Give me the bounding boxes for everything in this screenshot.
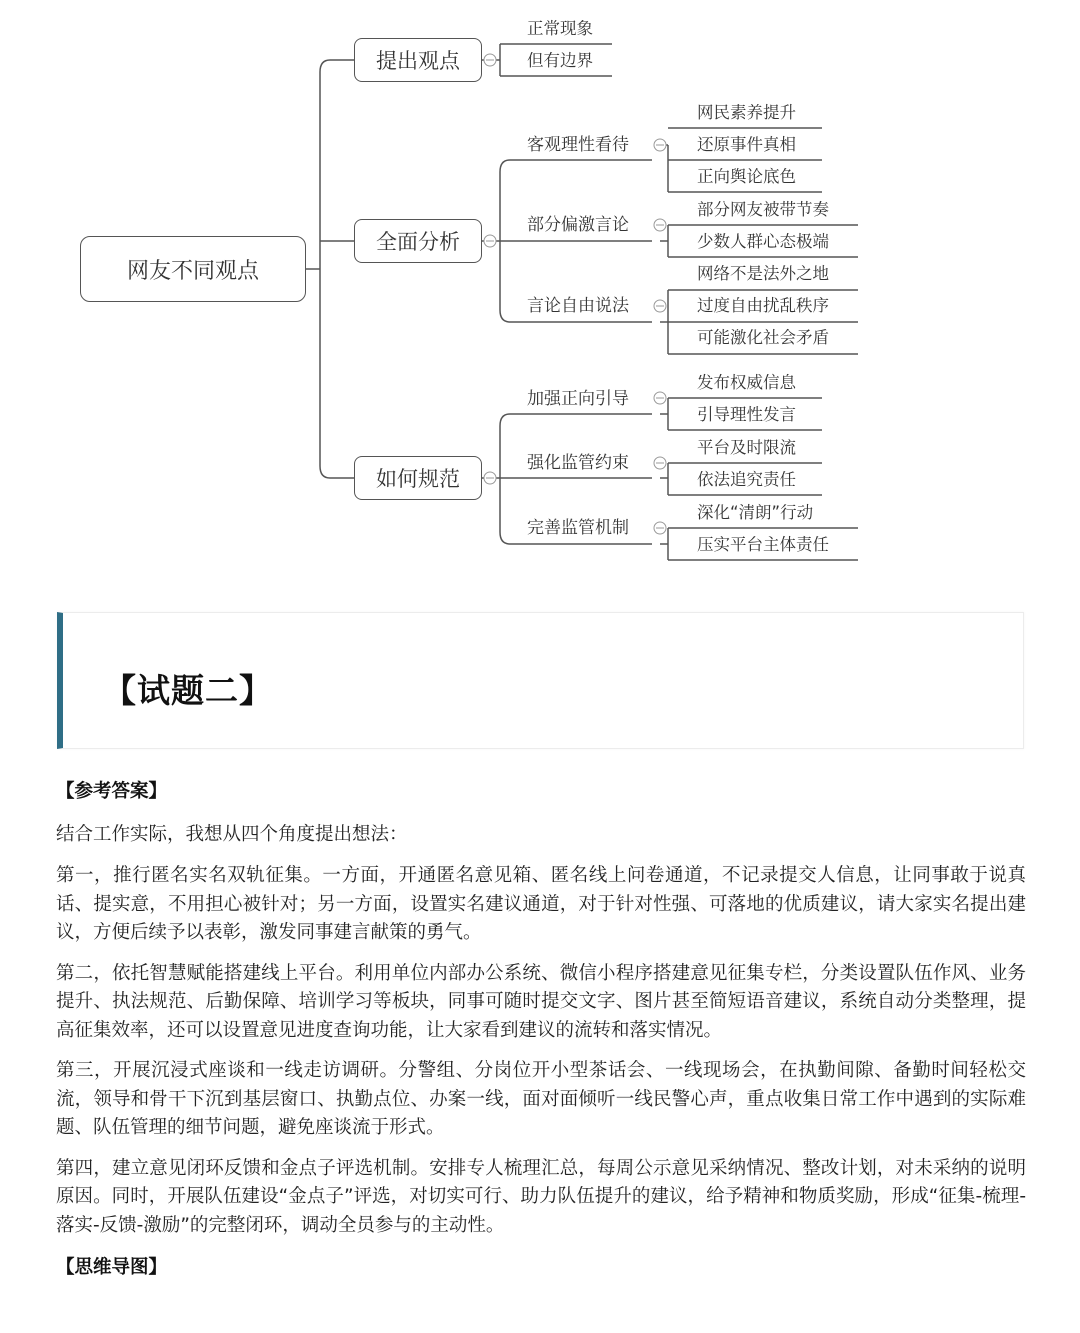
mindmap-leaf: 平台及时限流 xyxy=(697,438,796,457)
mindmap-leaf: 引导理性发言 xyxy=(697,405,796,424)
mindmap-group-label: 完善监管机制 xyxy=(527,518,629,538)
mindmap-leaf: 正向舆论底色 xyxy=(697,167,796,186)
mindmap-branch-label: 提出观点 xyxy=(376,49,460,73)
connector-trunk xyxy=(320,60,330,478)
answer-paragraph: 第一，推行匿名实名双轨征集。一方面，开通匿名意见箱、匿名线上问卷通道，不记录提交人信息，让同事敢于说真话、提实意，不用担心被针对；另一方面，设置实名建议通道，对于针对性强、可落地的优质建议，请大家实名提出建议，方便后续予以表彰，激发同事建言献策的勇气。 xyxy=(56,865,1026,943)
mindmap-leaf: 网民素养提升 xyxy=(697,103,796,122)
answer-paragraph: 第二，依托智慧赋能搭建线上平台。利用单位内部办公系统、微信小程序搭建意见征集专栏，分类设置队伍作风、业务提升、执法规范、后勤保障、培训学习等板块，同事可随时提交文字、图片甚至简短语音建议，系统自动分类整理，提高征集效率，还可以设置意见进度查询功能，让大家看到建议的流转和落实情况。 xyxy=(56,962,1026,1041)
mindmap-leaf: 网络不是法外之地 xyxy=(697,264,829,283)
mindmap-leaf: 可能激化社会矛盾 xyxy=(697,328,829,347)
section-heading-card xyxy=(57,612,1024,749)
answer-label: 【参考答案】 xyxy=(56,781,168,802)
mindmap-group-label: 强化监管约束 xyxy=(527,453,629,473)
mindmap-branch-node xyxy=(354,38,482,82)
mindmap-leaf: 少数人群心态极端 xyxy=(697,232,829,251)
mindmap-label: 【思维导图】 xyxy=(56,1257,168,1278)
mindmap-leaf: 正常现象 xyxy=(527,19,593,38)
mindmap-branch-node xyxy=(354,219,482,263)
mindmap-group-label: 加强正向引导 xyxy=(527,389,629,409)
mindmap-root-node xyxy=(80,236,306,302)
mindmap-leaf: 过度自由扰乱秩序 xyxy=(697,296,829,315)
mindmap-branch-label: 全面分析 xyxy=(376,230,460,254)
answer-paragraph: 第四，建立意见闭环反馈和金点子评选机制。安排专人梳理汇总，每周公示意见采纳情况、整改计划，对未采纳的说明原因。同时，开展队伍建设“金点子”评选，对切实可行、助力队伍提升的建议，给予精神和物质奖励，形成“征集-梳理-落实-反馈-激励”的完整闭环，调动全员参与的主动性。 xyxy=(56,1157,1026,1236)
intro-paragraph: 结合工作实际，我想从四个角度提出想法： xyxy=(56,823,408,845)
mindmap-group-label: 部分偏激言论 xyxy=(527,215,629,235)
mindmap-leaf: 深化“清朗”行动 xyxy=(697,503,814,522)
answer-paragraph: 第三，开展沉浸式座谈和一线走访调研。分警组、分岗位开小型茶话会、一线现场会，在执勤间隙、备勤时间轻松交流，领导和骨干下沉到基层窗口、执勤点位、办案一线，面对面倾听一线民警心声，重点收集日常工作中遇到的实际难题、队伍管理的细节问题，避免座谈流于形式。 xyxy=(56,1060,1026,1138)
mindmap-branch-node xyxy=(354,456,482,500)
mindmap-leaf: 发布权威信息 xyxy=(697,373,796,392)
mindmap-group-label: 言论自由说法 xyxy=(527,296,629,316)
mindmap-leaf: 依法追究责任 xyxy=(697,470,796,489)
section-title: 【试题二】 xyxy=(103,671,273,710)
mindmap-leaf: 但有边界 xyxy=(527,51,593,70)
mindmap-group-label: 客观理性看待 xyxy=(527,135,629,155)
mindmap-root-label: 网友不同观点 xyxy=(126,258,259,284)
mindmap-leaf: 部分网友被带节奏 xyxy=(697,200,829,219)
article-body xyxy=(56,778,1026,1283)
mindmap-leaf: 压实平台主体责任 xyxy=(697,535,829,554)
mindmap-branch-label: 如何规范 xyxy=(376,467,460,491)
mind-map xyxy=(0,0,1080,590)
mindmap-leaf: 还原事件真相 xyxy=(697,135,796,154)
